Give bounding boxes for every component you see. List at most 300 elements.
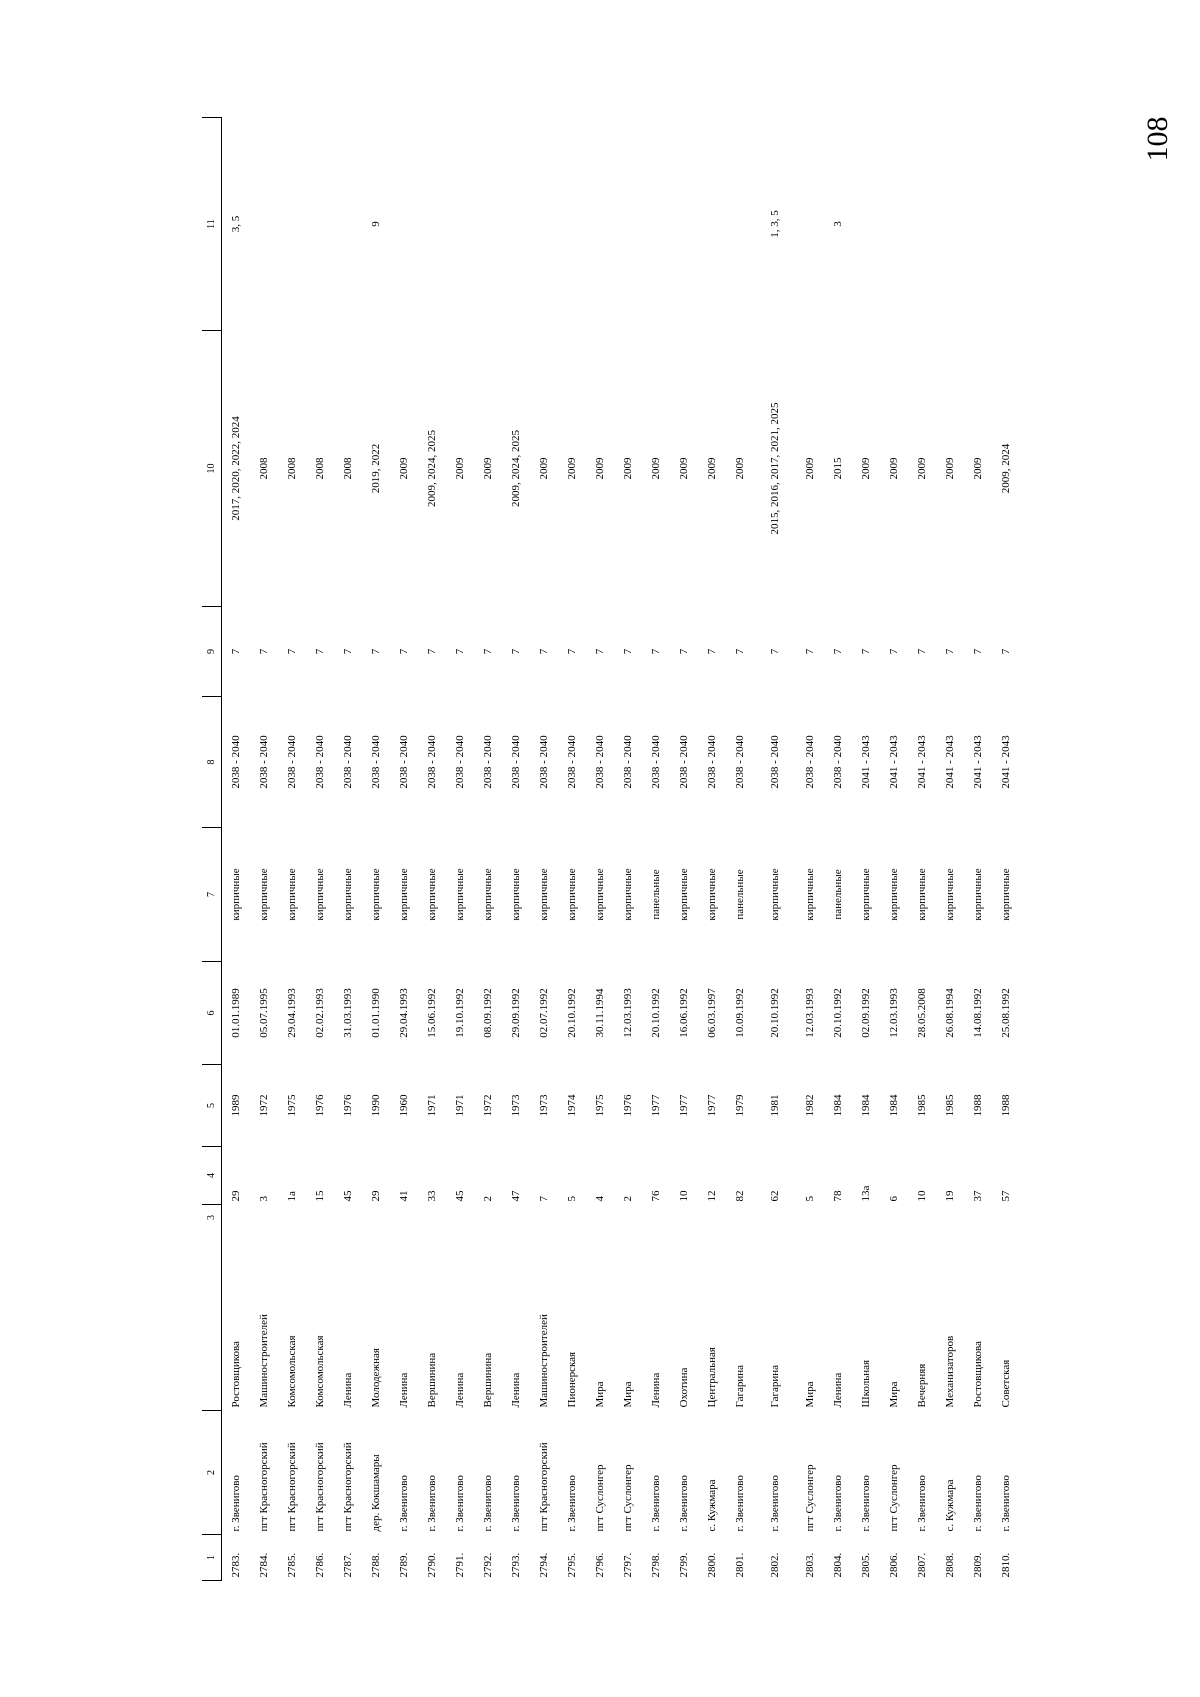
street-cell: Вершинина [482,1352,494,1408]
table-row [964,118,992,1581]
row-number: 2807. [916,1552,928,1578]
house-number-cell: 62 [769,1190,781,1202]
build-year-cell: 1988 [1000,1094,1012,1117]
table-row [502,118,530,1581]
table-row [880,118,908,1581]
street-cell: Машиностроителей [258,1314,270,1408]
build-year-cell: 1976 [622,1094,634,1117]
note-cell [446,118,474,331]
street-cell: Комсомольская [314,1335,326,1408]
note-cell [334,118,362,331]
completed-years-cell: 2009 [804,457,816,480]
page-number: 108 [1141,116,1174,162]
column-header: 3 [202,1205,222,1411]
house-number-cell: 15 [314,1190,326,1202]
locality-cell: г. Звенигово [1000,1475,1012,1532]
locality-cell: г. Звенигово [230,1475,242,1532]
completed-years-cell: 2008 [314,457,326,480]
wall-material-cell: кирпичные [370,868,382,921]
street-cell: Гагарина [769,1364,781,1408]
build-year-cell: 1972 [482,1094,494,1117]
completed-years-cell: 2009 [566,457,578,480]
completed-years-cell: 2009 [454,457,466,480]
code-cell: 7 [538,648,550,655]
wall-material-cell: кирпичные [804,868,816,921]
street-cell: Ростовщикова [230,1341,242,1408]
registration-date-cell: 08.09.1992 [482,988,494,1038]
row-number: 2791. [454,1552,466,1578]
house-number-cell: 13а [860,1185,872,1202]
code-cell: 7 [286,648,298,655]
code-cell: 7 [454,648,466,655]
code-cell: 7 [650,648,662,655]
build-year-cell: 1971 [454,1094,466,1117]
house-number-cell: 76 [650,1190,662,1202]
build-year-cell: 1985 [916,1094,928,1117]
build-year-cell: 1975 [594,1094,606,1117]
completed-years-cell: 2009 [916,457,928,480]
note-cell [936,118,964,331]
wall-material-cell: кирпичные [944,868,956,921]
house-number-cell: 41 [398,1190,410,1202]
house-number-cell: 3 [258,1196,270,1202]
street-cell: Комсомольская [286,1335,298,1408]
build-year-cell: 1988 [972,1094,984,1117]
build-year-cell: 1974 [566,1094,578,1117]
street-cell: Ленина [454,1372,466,1408]
completed-years-cell: 2009 [482,457,494,480]
completed-years-cell: 2009, 2024, 2025 [426,430,438,507]
code-cell: 7 [342,648,354,655]
column-header: 6 [202,962,222,1065]
registration-date-cell: 12.03.1993 [804,988,816,1038]
code-cell: 7 [944,648,956,655]
locality-cell: г. Звенигово [832,1475,844,1532]
note-cell [992,118,1020,331]
table-row [530,118,558,1581]
row-number: 2789. [398,1552,410,1578]
wall-material-cell: кирпичные [972,868,984,921]
row-number: 2804. [832,1552,844,1578]
completed-years-cell: 2009 [860,457,872,480]
table-row [446,118,474,1581]
repair-period-cell: 2038 - 2040 [538,735,550,789]
locality-cell: пгт Суслонгер [594,1464,606,1532]
note-cell: 3, 5 [230,215,242,233]
code-cell: 7 [426,648,438,655]
registration-date-cell: 20.10.1992 [650,988,662,1038]
build-year-cell: 1989 [230,1094,242,1117]
wall-material-cell: кирпичные [482,868,494,921]
row-number: 2790. [426,1552,438,1578]
note-cell [558,118,586,331]
street-cell: Гагарина [734,1364,746,1408]
table-row [726,118,754,1581]
locality-cell: г. Звенигово [454,1475,466,1532]
completed-years-cell: 2009 [678,457,690,480]
note-cell [502,118,530,331]
completed-years-cell: 2009 [944,457,956,480]
repair-period-cell: 2041 - 2043 [944,735,956,789]
table-row [474,118,502,1581]
wall-material-cell: панельные [832,869,844,920]
build-year-cell: 1973 [510,1094,522,1117]
row-number: 2793. [510,1552,522,1578]
wall-material-cell: кирпичные [916,868,928,921]
note-cell: 3 [832,221,844,227]
wall-material-cell: кирпичные [860,868,872,921]
row-number: 2786. [314,1552,326,1578]
row-number: 2788. [370,1552,382,1578]
row-number: 2794. [538,1552,550,1578]
column-header: 5 [202,1065,222,1147]
street-cell: Школьная [860,1359,872,1408]
note-cell [698,118,726,331]
street-cell: Советская [1000,1359,1012,1408]
housing-registry-table [202,117,1020,1581]
note-cell [530,118,558,331]
repair-period-cell: 2038 - 2040 [314,735,326,789]
note-cell [418,118,446,331]
column-header: 7 [202,828,222,962]
street-cell: Ленина [650,1372,662,1408]
registration-date-cell: 30.11.1994 [594,988,606,1038]
column-header: 11 [202,118,222,331]
registration-date-cell: 29.09.1992 [510,988,522,1038]
build-year-cell: 1977 [678,1094,690,1117]
table-row [824,118,852,1581]
locality-cell: пгт Суслонгер [888,1464,900,1532]
registration-date-cell: 06.03.1997 [706,988,718,1038]
note-cell [726,118,754,331]
code-cell: 7 [832,648,844,655]
street-cell: Вечерняя [916,1363,928,1408]
completed-years-cell: 2008 [342,457,354,480]
code-cell: 7 [314,648,326,655]
row-number: 2797. [622,1552,634,1578]
build-year-cell: 1984 [832,1094,844,1117]
build-year-cell: 1984 [860,1094,872,1117]
table-row [796,118,824,1581]
table-row [278,118,306,1581]
repair-period-cell: 2038 - 2040 [566,735,578,789]
code-cell: 7 [706,648,718,655]
completed-years-cell: 2015 [832,457,844,480]
street-cell: Машиностроителей [538,1314,550,1408]
street-cell: Мира [594,1381,606,1408]
note-cell [390,118,418,331]
repair-period-cell: 2038 - 2040 [650,735,662,789]
repair-period-cell: 2041 - 2043 [916,735,928,789]
locality-cell: г. Звенигово [650,1475,662,1532]
note-cell [614,118,642,331]
code-cell: 7 [622,648,634,655]
registration-date-cell: 01.01.1989 [230,988,242,1038]
locality-cell: г. Звенигово [482,1475,494,1532]
repair-period-cell: 2038 - 2040 [454,735,466,789]
locality-cell: г. Звенигово [678,1475,690,1532]
repair-period-cell: 2038 - 2040 [594,735,606,789]
house-number-cell: 12 [706,1190,718,1202]
registration-date-cell: 19.10.1992 [454,988,466,1038]
build-year-cell: 1960 [398,1094,410,1117]
house-number-cell: 57 [1000,1190,1012,1202]
locality-cell: пгт Красногорский [286,1442,298,1532]
code-cell: 7 [734,648,746,655]
completed-years-cell: 2008 [258,457,270,480]
house-number-cell: 37 [972,1190,984,1202]
locality-cell: с. Кужмара [944,1479,956,1532]
table-row [558,118,586,1581]
wall-material-cell: панельные [734,869,746,920]
registration-date-cell: 29.04.1993 [286,988,298,1038]
registration-date-cell: 20.10.1992 [769,988,781,1038]
locality-cell: пгт Суслонгер [804,1464,816,1532]
repair-period-cell: 2041 - 2043 [888,735,900,789]
table-row [908,118,936,1581]
house-number-cell: 7 [538,1196,550,1202]
completed-years-cell: 2009 [706,457,718,480]
locality-cell: г. Звенигово [916,1475,928,1532]
table-row [936,118,964,1581]
completed-years-cell: 2009, 2024 [1000,443,1012,494]
build-year-cell: 1973 [538,1094,550,1117]
street-cell: Молодежная [370,1348,382,1408]
street-cell: Ленина [510,1372,522,1408]
repair-period-cell: 2038 - 2040 [258,735,270,789]
registration-date-cell: 15.06.1992 [426,988,438,1038]
build-year-cell: 1982 [804,1094,816,1117]
locality-cell: г. Звенигово [566,1475,578,1532]
repair-period-cell: 2038 - 2040 [832,735,844,789]
repair-period-cell: 2038 - 2040 [769,735,781,789]
wall-material-cell: кирпичные [622,868,634,921]
wall-material-cell: кирпичные [454,868,466,921]
note-cell [306,118,334,331]
column-header: 8 [202,697,222,828]
wall-material-cell: кирпичные [769,868,781,921]
street-cell: Охотина [678,1367,690,1408]
house-number-cell: 6 [888,1196,900,1202]
registration-date-cell: 20.10.1992 [566,988,578,1038]
row-number: 2810. [1000,1552,1012,1578]
table-row [222,118,251,1581]
street-cell: Ленина [832,1372,844,1408]
locality-cell: пгт Красногорский [538,1442,550,1532]
code-cell: 7 [482,648,494,655]
note-cell [964,118,992,331]
wall-material-cell: кирпичные [258,868,270,921]
wall-material-cell: кирпичные [706,868,718,921]
note-cell [880,118,908,331]
registration-date-cell: 10.09.1992 [734,988,746,1038]
table-row [642,118,670,1581]
house-number-cell: 10 [678,1190,690,1202]
house-number-cell: 1а [286,1191,298,1202]
table-row [754,118,796,1581]
code-cell: 7 [594,648,606,655]
repair-period-cell: 2038 - 2040 [398,735,410,789]
note-cell [670,118,698,331]
row-number: 2806. [888,1552,900,1578]
row-number: 2805. [860,1552,872,1578]
house-number-cell: 47 [510,1190,522,1202]
registration-date-cell: 28.05.2008 [916,988,928,1038]
build-year-cell: 1976 [314,1094,326,1117]
row-number: 2785. [286,1552,298,1578]
column-header: 9 [202,607,222,697]
code-cell: 7 [860,648,872,655]
note-cell [250,118,278,331]
row-number: 2803. [804,1552,816,1578]
registration-date-cell: 26.08.1994 [944,988,956,1038]
build-year-cell: 1976 [342,1094,354,1117]
note-cell: 9 [370,221,382,227]
wall-material-cell: кирпичные [314,868,326,921]
completed-years-cell: 2009, 2024, 2025 [510,430,522,507]
completed-years-cell: 2019, 2022 [370,443,382,494]
code-cell: 7 [230,648,242,655]
wall-material-cell: панельные [650,869,662,920]
repair-period-cell: 2038 - 2040 [622,735,634,789]
note-cell [586,118,614,331]
note-cell: 1, 3, 5 [769,210,781,238]
house-number-cell: 2 [482,1196,494,1202]
code-cell: 7 [678,648,690,655]
note-cell [278,118,306,331]
row-number: 2802. [769,1552,781,1578]
registration-date-cell: 14.08.1992 [972,988,984,1038]
street-cell: Пионерская [566,1351,578,1408]
completed-years-cell: 2009 [650,457,662,480]
row-number: 2783. [230,1552,242,1578]
build-year-cell: 1985 [944,1094,956,1117]
code-cell: 7 [510,648,522,655]
locality-cell: пгт Красногорский [314,1442,326,1532]
table-row [698,118,726,1581]
note-cell [908,118,936,331]
code-cell: 7 [370,648,382,655]
repair-period-cell: 2038 - 2040 [734,735,746,789]
completed-years-cell: 2015, 2016, 2017, 2021, 2025 [769,402,781,535]
repair-period-cell: 2041 - 2043 [972,735,984,789]
street-cell: Вершинина [426,1352,438,1408]
locality-cell: г. Звенигово [734,1475,746,1532]
repair-period-cell: 2038 - 2040 [510,735,522,789]
street-cell: Ленина [398,1372,410,1408]
table-body [222,118,1021,1581]
table-row [670,118,698,1581]
note-cell [796,118,824,331]
registration-date-cell: 12.03.1993 [622,988,634,1038]
completed-years-cell: 2009 [734,457,746,480]
code-cell: 7 [916,648,928,655]
house-number-cell: 19 [944,1190,956,1202]
wall-material-cell: кирпичные [398,868,410,921]
row-number: 2792. [482,1552,494,1578]
table-row [362,118,390,1581]
repair-period-cell: 2038 - 2040 [706,735,718,789]
row-number: 2808. [944,1552,956,1578]
row-number: 2799. [678,1552,690,1578]
code-cell: 7 [566,648,578,655]
house-number-cell: 33 [426,1190,438,1202]
build-year-cell: 1981 [769,1094,781,1117]
table-row [418,118,446,1581]
house-number-cell: 2 [622,1196,634,1202]
house-number-cell: 5 [804,1196,816,1202]
table-row [390,118,418,1581]
row-number: 2800. [706,1552,718,1578]
completed-years-cell: 2009 [594,457,606,480]
build-year-cell: 1972 [258,1094,270,1117]
code-cell: 7 [398,648,410,655]
repair-period-cell: 2041 - 2043 [860,735,872,789]
repair-period-cell: 2041 - 2043 [1000,735,1012,789]
street-cell: Мира [622,1381,634,1408]
table-row [614,118,642,1581]
column-header: 2 [202,1411,222,1535]
street-cell: Ленина [342,1372,354,1408]
registration-date-cell: 12.03.1993 [888,988,900,1038]
table-row [306,118,334,1581]
repair-period-cell: 2038 - 2040 [426,735,438,789]
row-number: 2784. [258,1552,270,1578]
locality-cell: г. Звенигово [426,1475,438,1532]
house-number-cell: 82 [734,1190,746,1202]
note-cell [852,118,880,331]
build-year-cell: 1977 [706,1094,718,1117]
code-cell: 7 [804,648,816,655]
wall-material-cell: кирпичные [426,868,438,921]
completed-years-cell: 2009 [398,457,410,480]
row-number: 2795. [566,1552,578,1578]
locality-cell: пгт Красногорский [258,1442,270,1532]
code-cell: 7 [258,648,270,655]
wall-material-cell: кирпичные [342,868,354,921]
repair-period-cell: 2038 - 2040 [482,735,494,789]
code-cell: 7 [769,648,781,655]
locality-cell: г. Звенигово [398,1475,410,1532]
locality-cell: г. Звенигово [860,1475,872,1532]
row-number: 2796. [594,1552,606,1578]
house-number-cell: 29 [370,1190,382,1202]
code-cell: 7 [972,648,984,655]
completed-years-cell: 2009 [888,457,900,480]
table-row [334,118,362,1581]
build-year-cell: 1979 [734,1094,746,1117]
row-number: 2801. [734,1552,746,1578]
row-number: 2809. [972,1552,984,1578]
locality-cell: пгт Красногорский [342,1442,354,1532]
locality-cell: г. Звенигово [510,1475,522,1532]
column-header: 1 [202,1535,222,1581]
house-number-cell: 29 [230,1190,242,1202]
build-year-cell: 1975 [286,1094,298,1117]
house-number-cell: 5 [566,1196,578,1202]
registration-date-cell: 02.07.1992 [538,988,550,1038]
wall-material-cell: кирпичные [566,868,578,921]
note-cell [642,118,670,331]
wall-material-cell: кирпичные [594,868,606,921]
registration-date-cell: 01.01.1990 [370,988,382,1038]
table-row [250,118,278,1581]
completed-years-cell: 2017, 2020, 2022, 2024 [230,416,242,521]
repair-period-cell: 2038 - 2040 [230,735,242,789]
table-row [586,118,614,1581]
wall-material-cell: кирпичные [230,868,242,921]
rotated-table-container [202,118,1012,1581]
